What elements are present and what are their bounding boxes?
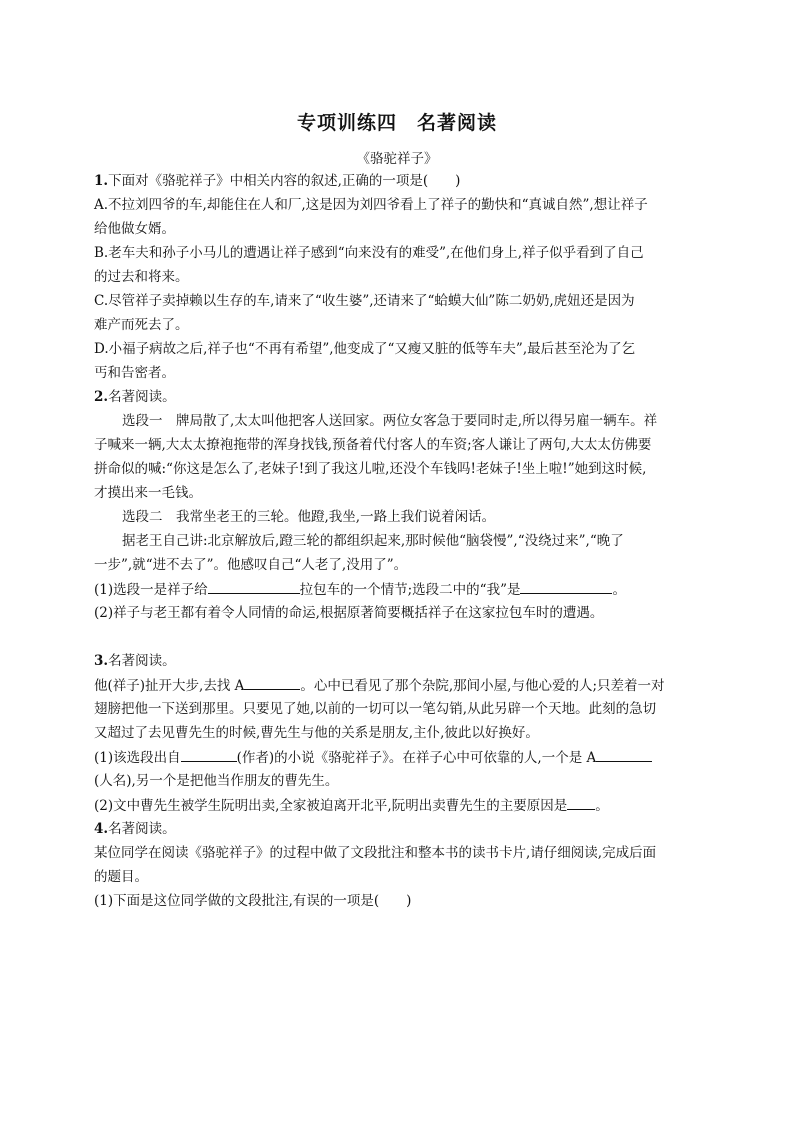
q1-option-d-line2: 丐和告密者。 xyxy=(94,365,175,381)
q3-sub1-line2: (人名),另一个是把他当作朋友的曹先生。 xyxy=(94,773,339,789)
q2-passage1-line1: 选段一 牌局散了,太太叫他把客人送回家。两位女客急于要同时走,所以得另雇一辆车。祥 xyxy=(122,413,658,429)
q3-sub1-text-b: (作者)的小说《骆驼祥子》。在祥子心中可依靠的人,一个是 A xyxy=(236,750,597,766)
q3-passage-line1 xyxy=(94,676,665,695)
q4-sub1-line: (1)下面是这位同学做的文段批注,有误的一项是( ) xyxy=(94,893,412,909)
q3-number: 3. xyxy=(94,653,109,669)
q3-sub1-line1 xyxy=(94,748,652,767)
q2-sub1-blank-2[interactable] xyxy=(520,580,612,594)
q4-intro-line1: 某位同学在阅读《骆驼祥子》的过程中做了文段批注和整本书的读书卡片,请仔细阅读,完成后面 xyxy=(94,845,657,861)
q3-passage-line1-a: 他(祥子)扯开大步,去找 A xyxy=(94,678,245,694)
q1-option-c-line2: 难产而死去了。 xyxy=(94,317,189,333)
q1-option-a-line2: 给他做女婿。 xyxy=(94,221,175,237)
page-title: 专项训练四 名著阅读 xyxy=(296,112,497,134)
q1-option-c-line1: C.尽管祥子卖掉赖以生存的车,请来了“收生婆”,还请来了“蛤蟆大仙”陈二奶奶,虎妞还是因为 xyxy=(94,293,635,309)
q3-passage-blank[interactable] xyxy=(244,676,300,690)
q3-sub1-name-blank[interactable] xyxy=(596,748,652,762)
q1-option-a-line1: A.不拉刘四爷的车,却能住在人和厂,这是因为刘四爷看上了祥子的勤快和“真诚自然”,想让祥子 xyxy=(94,197,648,213)
q4-intro-line2: 的题目。 xyxy=(94,869,148,885)
q1-stem-line xyxy=(94,172,460,190)
q2-passage1-line3: 拼命似的喊:“你这是怎么了,老妹子!到了我这儿啦,还没个车钱吗!老妹子!坐上啦!”她到这时候, xyxy=(94,461,647,477)
q3-stem: 名著阅读。 xyxy=(108,653,176,669)
q1-option-d-line1: D.小福子病故之后,祥子也“不再有希望”,他变成了“又瘦又脏的低等车夫”,最后甚至沦为了乞 xyxy=(94,341,636,357)
q2-sub1-blank-1[interactable] xyxy=(208,580,300,594)
q3-sub1-text-a: (1)该选段出自 xyxy=(94,750,181,766)
q1-number: 1. xyxy=(94,173,109,189)
q2-passage3-line2: 一步”,就“进不去了”。他感叹自己“人老了,没用了”。 xyxy=(94,557,408,573)
q3-sub2-text-a: (2)文中曹先生被学生阮明出卖,全家被迫离开北平,阮明出卖曹先生的主要原因是 xyxy=(94,798,568,814)
q1-option-b-line1: B.老车夫和孙子小马儿的遭遇让祥子感到“向来没有的难受”,在他们身上,祥子似乎看到了自己 xyxy=(94,245,644,261)
q3-sub2-text-b: 。 xyxy=(595,798,609,814)
q3-sub2-blank[interactable] xyxy=(567,796,595,810)
q2-sub2-line: (2)祥子与老王都有着令人同情的命运,根据原著简要概括祥子在这家拉包车时的遭遇。 xyxy=(94,605,604,621)
q2-passage3-line1: 据老王自己讲:北京解放后,蹬三轮的都组织起来,那时候他“脑袋慢”,“没绕过来”,“晚了 xyxy=(122,533,624,549)
q4-number: 4. xyxy=(94,821,109,837)
q2-stem-line xyxy=(94,388,176,406)
q3-stem-line xyxy=(94,652,176,670)
q1-stem: 下面对《骆驼祥子》中相关内容的叙述,正确的一项是( ) xyxy=(108,173,461,189)
q1-option-b-line2: 的过去和将来。 xyxy=(94,269,189,285)
section-subtitle: 《骆驼祥子》 xyxy=(356,151,438,167)
q3-passage-line3: 又超过了去见曹先生的时候,曹先生与他的关系是朋友,主仆,彼此以好换好。 xyxy=(94,725,539,741)
q2-sub1-text-a: (1)选段一是祥子给 xyxy=(94,582,208,598)
q3-sub1-author-blank[interactable] xyxy=(181,748,237,762)
q2-passage2-line1: 选段二 我常坐老王的三轮。他蹬,我坐,一路上我们说着闲话。 xyxy=(122,509,496,525)
q2-sub1-line xyxy=(94,580,626,599)
q3-sub2-line xyxy=(94,796,609,815)
q4-stem: 名著阅读。 xyxy=(108,821,176,837)
q3-passage-line2: 翅膀把他一下送到那里。只要见了她,以前的一切可以一笔勾销,从此另辟一个天地。此刻的急切 xyxy=(94,701,657,717)
q2-number: 2. xyxy=(94,389,109,405)
q2-passage1-line2: 子喊来一辆,大太太撩袍拖带的浑身找钱,预备着代付客人的车资;客人谦让了两句,大太太仿佛要 xyxy=(94,437,652,453)
q2-sub1-text-b: 拉包车的一个情节;选段二中的“我”是 xyxy=(299,582,521,598)
q2-passage1-line4: 才摸出来一毛钱。 xyxy=(94,485,202,501)
q2-stem: 名著阅读。 xyxy=(108,389,176,405)
q3-passage-line1-b: 。心中已看见了那个杂院,那间小屋,与他心爱的人;只差着一对 xyxy=(300,678,665,694)
q2-sub1-text-c: 。 xyxy=(612,582,626,598)
q4-stem-line xyxy=(94,820,176,838)
